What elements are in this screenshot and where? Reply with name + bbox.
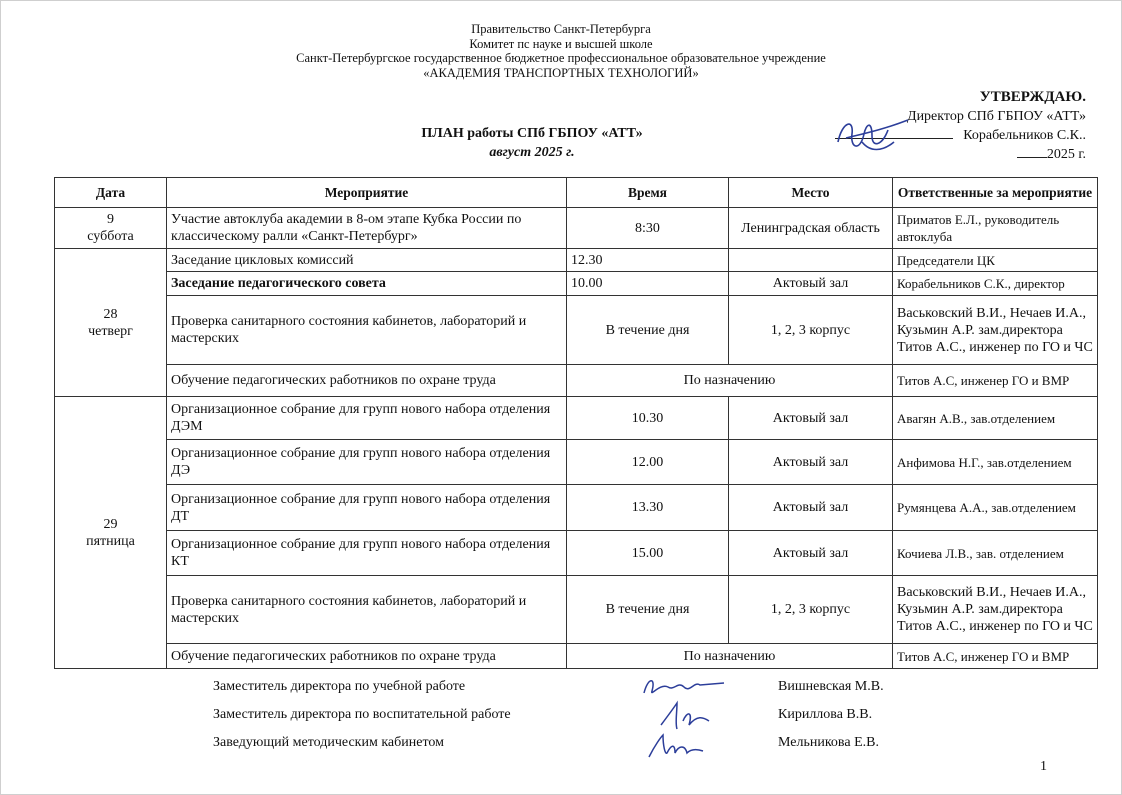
time-cell: 13.30 [567,485,729,531]
header-date: Дата [55,178,167,208]
header-place: Место [729,178,893,208]
header-line-government: Правительство Санкт-Петербурга [471,22,651,36]
footer-row [213,679,913,707]
place-cell: Актовый зал [729,485,893,531]
time-place-cell: По назначению [567,365,893,397]
responsible-cell: Титов А.С, инженер ГО и ВМР [893,644,1098,669]
header-line-academy: «АКАДЕМИЯ ТРАНСПОРТНЫХ ТЕХНОЛОГИЙ» [423,65,699,80]
table-row [55,365,1098,397]
time-cell: В течение дня [567,296,729,365]
date-blank [1017,145,1047,158]
event-cell: Заседание цикловых комиссий [167,249,567,272]
director-signature [832,112,912,160]
event-cell: Организационное собрание для групп нового набора отделения ДЭМ [167,397,567,440]
header-event: Мероприятие [167,178,567,208]
event-cell: Обучение педагогических работников по охране труда [167,365,567,397]
approval-title: УТВЕРЖДАЮ. [979,89,1086,105]
table-row [55,485,1098,531]
day-number: 29 [103,516,118,532]
event-cell: Заседание педагогического совета [167,272,567,296]
footer-name: Кириллова В.В. [778,707,873,722]
place-cell: Актовый зал [729,440,893,485]
event-cell: Проверка санитарного состояния кабинетов, лабораторий и мастерских [167,296,567,365]
responsible-cell: Кочиева Л.В., зав. отделением [893,531,1098,576]
plan-title: ПЛАН работы СПб ГБПОУ «АТТ» [421,126,643,141]
approval-position: Директор СПб ГБПОУ «АТТ» [907,109,1086,124]
table-row [55,208,1098,249]
day-number: 28 [103,306,118,322]
time-cell: 10.00 [567,272,729,296]
event-cell: Организационное собрание для групп нового набора отделения КТ [167,531,567,576]
organization-header [0,22,1122,80]
plan-month: август 2025 г. [489,145,575,160]
responsible-cell: Корабельников С.К., директор [893,272,1098,296]
responsible-cell: Анфимова Н.Г., зав.отделением [893,440,1098,485]
date-cell-29 [55,397,167,669]
header-line-committee: Комитет пс науке и высшей школе [469,36,653,51]
event-cell: Обучение педагогических работников по охране труда [167,644,567,669]
table-row [55,644,1098,669]
footer-position: Заведующий методическим кабинетом [213,735,444,750]
signature-kirillova [653,699,723,733]
day-weekday: пятница [86,533,135,549]
time-cell: 12.30 [567,249,729,272]
day-number: 9 [107,212,114,227]
table-header-row [55,178,1098,208]
plan-title-block [352,124,712,162]
footer-position: Заместитель директора по воспитательной работе [213,707,511,722]
day-weekday: суббота [87,229,134,244]
approval-name: Корабельников С.К.. [963,128,1086,143]
footer-row [213,707,913,735]
place-cell: Актовый зал [729,272,893,296]
table-row [55,576,1098,644]
table-row [55,272,1098,296]
responsible-cell: Приматов Е.Л., руководитель автоклуба [893,208,1098,249]
table-row [55,249,1098,272]
responsible-cell: Васьковский В.И., Нечаев И.А., Кузьмин А.Р. зам.директора Титов А.С., инженер по ГО и ЧС [893,576,1098,644]
day-weekday: четверг [88,323,133,339]
table-row [55,440,1098,485]
work-plan-table [54,177,1098,669]
responsible-cell: Председатели ЦК [893,249,1098,272]
approval-year: 2025 г. [1046,147,1086,162]
table-row [55,531,1098,576]
time-cell: В течение дня [567,576,729,644]
page-number: 1 [1040,759,1047,774]
place-cell: Ленинградская область [729,208,893,249]
place-cell: 1, 2, 3 корпус [729,576,893,644]
responsible-cell: Румянцева А.А., зав.отделением [893,485,1098,531]
table-row [55,397,1098,440]
signature-vishnevskaya [638,673,728,701]
footer-name: Мельникова Е.В. [778,735,879,750]
place-cell: 1, 2, 3 корпус [729,296,893,365]
time-place-cell: По назначению [567,644,893,669]
footer-position: Заместитель директора по учебной работе [213,679,466,694]
header-time: Время [567,178,729,208]
event-cell: Участие автоклуба академии в 8-ом этапе Кубка России по классическому ралли «Санкт-Петербург» [167,208,567,249]
header-line-institution: Санкт-Петербургское государственное бюджетное профессиональное образовательное учреждение [296,51,826,66]
time-cell: 10.30 [567,397,729,440]
event-cell: Организационное собрание для групп нового набора отделения ДТ [167,485,567,531]
time-cell: 15.00 [567,531,729,576]
table-row [55,296,1098,365]
responsible-cell: Титов А.С, инженер ГО и ВМР [893,365,1098,397]
place-cell: Актовый зал [729,397,893,440]
footer-row [213,735,913,763]
date-cell-9 [55,208,167,249]
responsible-cell: Васьковский В.И., Нечаев И.А., Кузьмин А.Р. зам.директора Титов А.С., инженер по ГО и ЧС [893,296,1098,365]
header-responsible: Ответственные за мероприятие [893,178,1098,208]
time-cell: 12.00 [567,440,729,485]
event-cell: Организационное собрание для групп нового набора отделения ДЭ [167,440,567,485]
signature-melnikova [643,731,713,765]
place-cell: Актовый зал [729,531,893,576]
footer-name: Вишневская М.В. [778,679,884,694]
date-cell-28 [55,249,167,397]
footer-signatures [213,679,913,763]
place-cell [729,249,893,272]
responsible-cell: Авагян А.В., зав.отделением [893,397,1098,440]
event-cell: Проверка санитарного состояния кабинетов, лабораторий и мастерских [167,576,567,644]
time-cell: 8:30 [567,208,729,249]
